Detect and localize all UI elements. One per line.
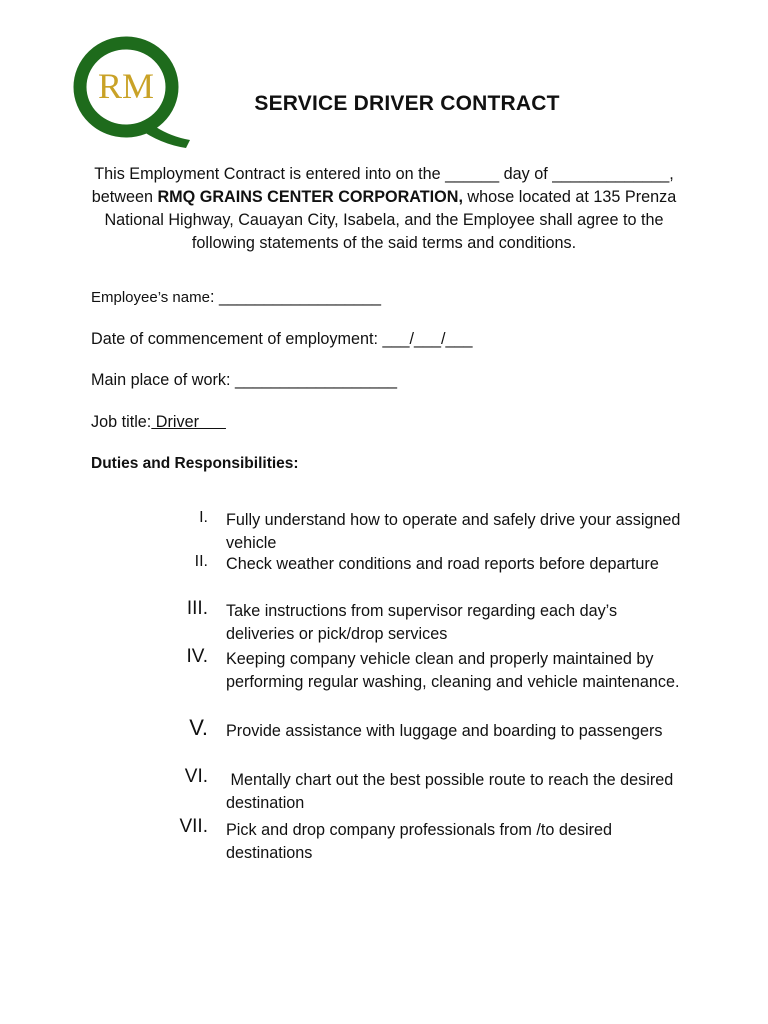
employee-name-label: Employee’s name	[91, 289, 210, 306]
employee-name-field	[91, 288, 381, 307]
place-of-work-field: Main place of work: __________________	[91, 371, 397, 389]
duty-number: III.	[186, 598, 208, 619]
duty-text: Take instructions from supervisor regarding each day’s deliveries or pick/drop services	[226, 602, 618, 643]
job-title-label: Job title:	[91, 413, 152, 431]
duty-number: IV.	[186, 646, 208, 667]
duties-heading: Duties and Responsibilities:	[91, 455, 299, 472]
duty-number: V.	[189, 715, 208, 740]
company-name: RMQ GRAINS CENTER CORPORATION,	[157, 188, 463, 206]
rmq-logo	[68, 32, 194, 148]
duty-number: I.	[199, 509, 208, 526]
job-title-value: Driver	[151, 413, 226, 431]
page-title: SERVICE DRIVER CONTRACT	[254, 92, 560, 115]
duty-text: Pick and drop company professionals from /to desired destinations	[226, 821, 612, 862]
duty-text: Provide assistance with luggage and boarding to passengers	[226, 722, 663, 740]
commencement-field: Date of commencement of employment: ___/___/___	[91, 330, 473, 348]
intro-paragraph	[80, 163, 688, 255]
employee-name-blank: : __________________	[209, 288, 381, 306]
duty-text: Keeping company vehicle clean and properly maintained by performing regular washing, cleaning and vehicle maintenance.	[226, 650, 680, 691]
duty-text: Check weather conditions and road reports before departure	[226, 555, 659, 573]
duty-number: VII.	[179, 816, 208, 837]
duty-number: II.	[194, 553, 208, 570]
intro-text-2: whose located at 135 Prenza National Highway, Cauayan City, Isabela, and the Employee shall agree to the following statements of the said terms and conditions.	[104, 188, 677, 252]
duty-text: Fully understand how to operate and safely drive your assigned vehicle	[226, 511, 681, 552]
duty-number: VI.	[184, 766, 208, 787]
duty-text: Mentally chart out the best possible route to reach the desired destination	[226, 771, 678, 812]
job-title-field	[91, 413, 226, 432]
intro-text-1: This Employment Contract is entered into on the ______ day of _____________, between	[91, 165, 674, 206]
logo-text: RM	[97, 66, 155, 106]
